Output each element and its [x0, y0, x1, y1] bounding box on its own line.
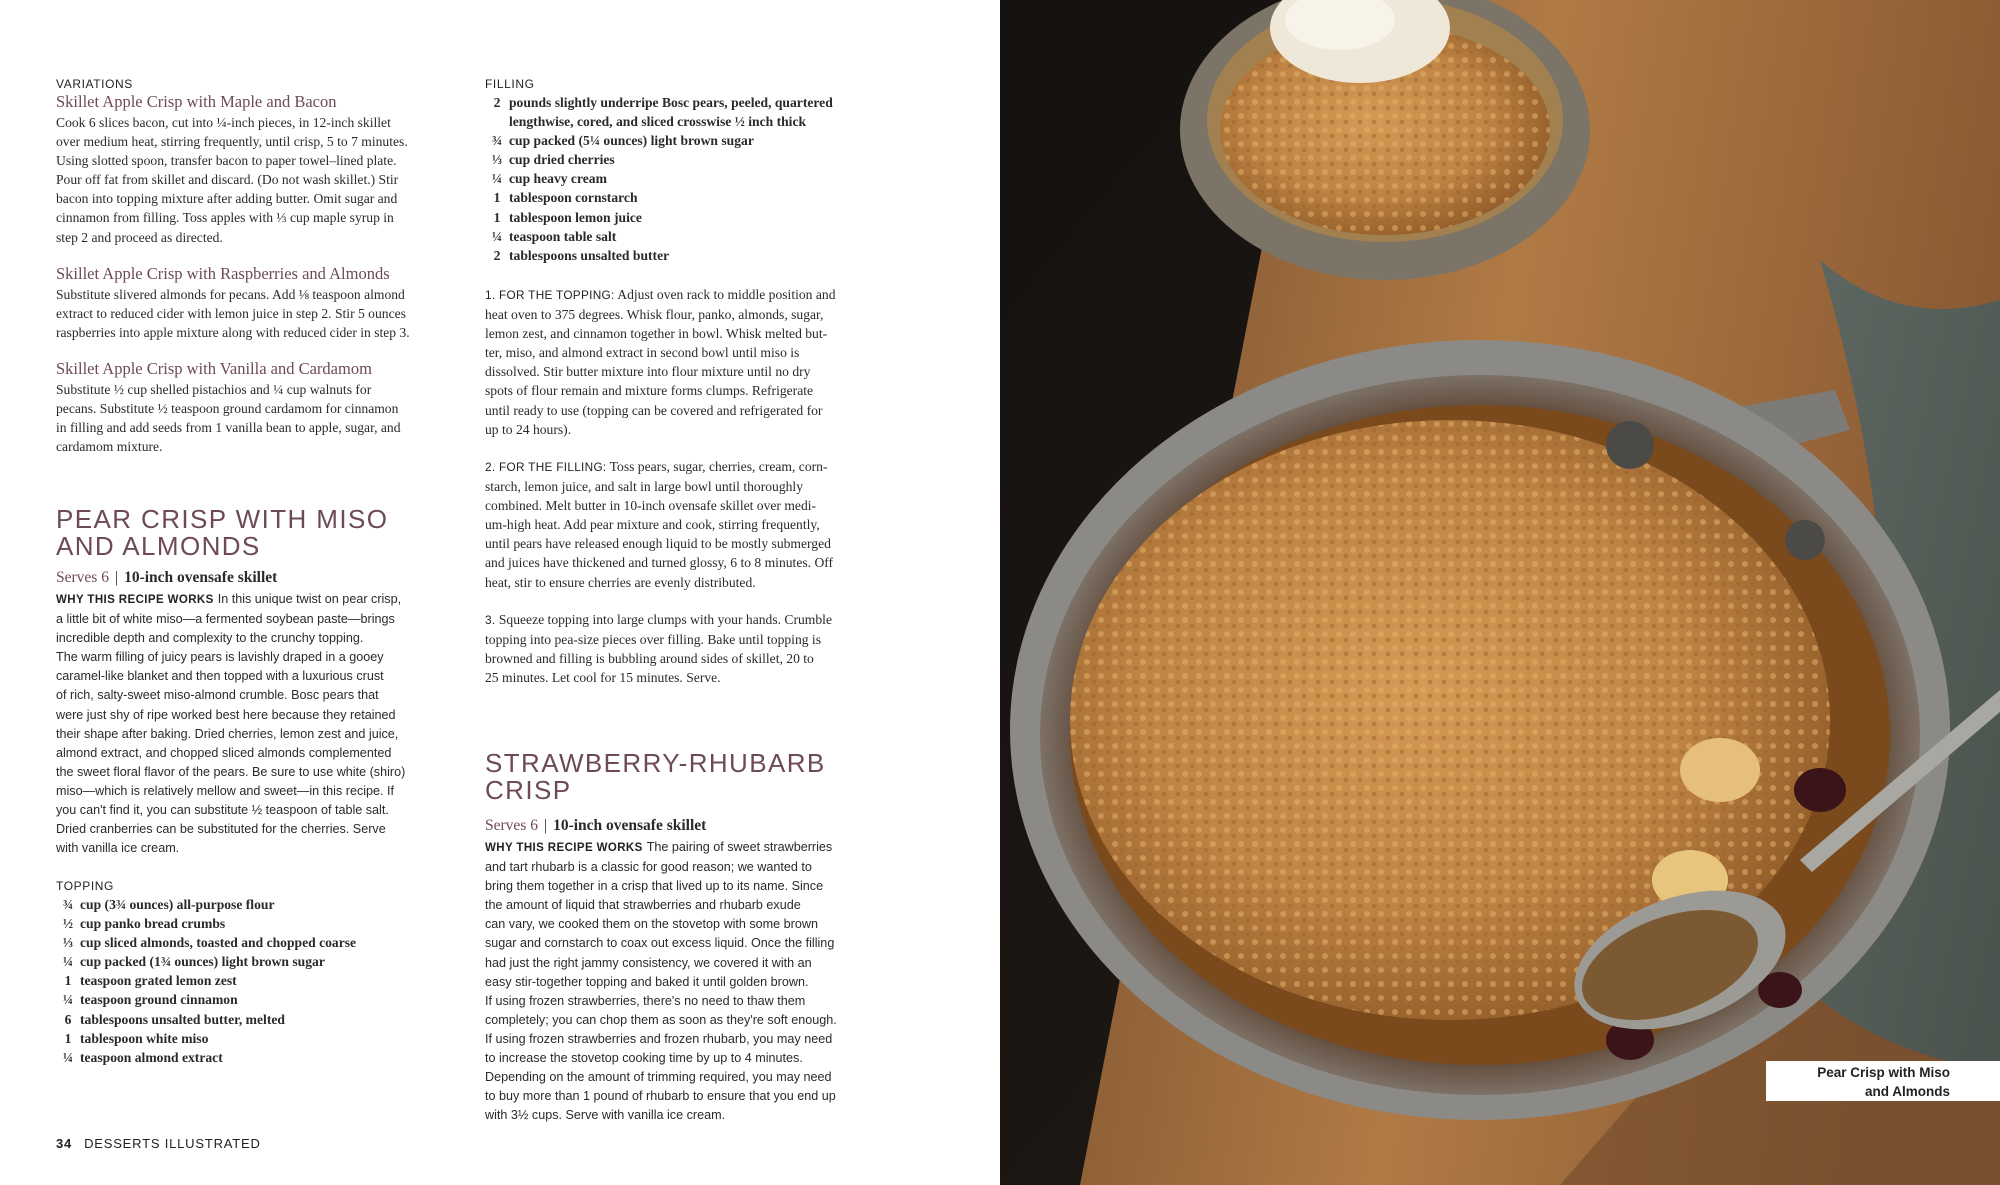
variation-title: Skillet Apple Crisp with Maple and Bacon [56, 92, 337, 111]
text-line: If using frozen strawberries, there's no need to thaw them [485, 993, 806, 1008]
why-this-recipe-works [485, 838, 837, 1125]
ingredient-text: tablespoon cornstarch [509, 190, 638, 206]
text-line: 25 minutes. Let cool for 15 minutes. Serve. [485, 670, 721, 686]
ingredient [485, 169, 885, 188]
ingredient [56, 952, 456, 971]
ingredient [485, 208, 885, 227]
step-label: 1. FOR THE TOPPING: [485, 288, 615, 302]
title-line: STRAWBERRY-RHUBARB [485, 748, 826, 778]
photo-caption [1766, 1061, 2000, 1101]
text-line: were just shy of ripe worked best here because they retained [56, 707, 396, 722]
text-line: The warm filling of juicy pears is lavishly draped in a gooey [56, 650, 384, 665]
topping-heading: TOPPING [56, 879, 114, 893]
rivet [1785, 520, 1825, 560]
ingredient-text: cup packed (5¼ ounces) light brown sugar [509, 133, 754, 149]
text-line: in filling and add seeds from 1 vanilla bean to apple, sugar, and [56, 420, 401, 436]
ingredient-text: cup panko bread crumbs [80, 916, 226, 932]
ingredient-text: tablespoons unsalted butter, melted [80, 1011, 285, 1027]
ingredient-quantity: ¼ [491, 171, 503, 187]
ingredient [56, 1029, 456, 1048]
equipment: 10-inch ovensafe skillet [553, 817, 707, 834]
text-line: the sweet floral flavor of the pears. Be sure to use white (shiro) [56, 764, 406, 779]
text-line: raspberries into apple mixture along with reduced cider in step 3. [56, 325, 410, 341]
ingredient-quantity: ¼ [62, 954, 74, 970]
ingredient-quantity: ¼ [491, 228, 503, 244]
why-this-recipe-works [56, 590, 405, 858]
text-line: Using slotted spoon, transfer bacon to paper towel–lined plate. [56, 153, 397, 169]
ingredient [485, 150, 885, 169]
filling-heading: FILLING [485, 77, 535, 91]
text-line: starch, lemon juice, and salt in large bowl until thoroughly [485, 479, 804, 495]
text-line: The pairing of sweet strawberries [646, 840, 833, 854]
text-line: a little bit of white miso—a fermented soybean paste—brings [56, 612, 395, 627]
step-label: 3. [485, 613, 496, 627]
text-line: can vary, we cooked them on the stovetop with some brown [485, 917, 818, 932]
text-line: caramel-like blanket and then topped with a luxurious crust [56, 669, 384, 684]
book-title: DESSERTS ILLUSTRATED [84, 1136, 261, 1151]
ingredient [56, 1048, 456, 1067]
text-line: Cook 6 slices bacon, cut into ¼-inch pieces, in 12-inch skillet [56, 115, 391, 130]
text-line: bring them together in a crisp that lived up to its name. Since [485, 879, 824, 894]
text-line: sugar and cornstarch to coax out excess liquid. Once the filling [485, 936, 835, 951]
ingredient [56, 914, 456, 933]
caption-line: and Almonds [1864, 1084, 1950, 1099]
why-label: WHY THIS RECIPE WORKS [56, 594, 214, 606]
topping-ingredient-list [56, 895, 456, 1067]
page-number: 34 [56, 1136, 73, 1151]
text-line: Substitute ½ cup shelled pistachios and ¼ cup walnuts for [56, 382, 372, 397]
text-line: to increase the stovetop cooking time by up to 4 minutes. [485, 1051, 803, 1066]
ingredient-text: cup dried cherries [509, 152, 615, 168]
why-label: WHY THIS RECIPE WORKS [485, 842, 643, 854]
text-line: Toss pears, sugar, cherries, cream, corn- [609, 459, 828, 474]
text-line: lemon zest, and cinnamon together in bowl. Whisk melted but- [485, 326, 828, 342]
title-line: CRISP [485, 775, 572, 805]
text-line: In this unique twist on pear crisp, [217, 592, 402, 606]
variation-body [56, 113, 408, 247]
ingredient-quantity: 6 [64, 1011, 72, 1027]
ingredient-quantity: ⅓ [62, 935, 74, 951]
pear-crisp-photo [1000, 0, 2000, 1185]
text-line: cinnamon from filling. Toss apples with ⅓ cup maple syrup in [56, 210, 394, 226]
equipment: 10-inch ovensafe skillet [124, 569, 278, 586]
title-line: PEAR CRISP WITH MISO [56, 504, 389, 534]
variation-body [56, 285, 410, 342]
variation-title: Skillet Apple Crisp with Raspberries and Almonds [56, 264, 390, 283]
ingredient-text: cup packed (1¾ ounces) light brown sugar [80, 954, 325, 970]
step-2 [485, 457, 833, 592]
text-line: heat, stir to ensure cherries are evenly distributed. [485, 574, 756, 590]
step-3 [485, 610, 832, 687]
ingredient [56, 990, 456, 1009]
text-line: Pour off fat from skillet and discard. (Do not wash skillet.) Stir [56, 172, 399, 188]
text-line: until pears have released enough liquid to be mostly submerged [485, 536, 831, 552]
ingredient [485, 188, 885, 207]
text-line: you can't find it, you can substitute ½ teaspoon of table salt. [56, 803, 389, 818]
text-line: and juices have thickened and turned glossy, 6 to 8 minutes. Off [485, 555, 834, 571]
text-line: topping into pea-size pieces over filling. Bake until topping is [485, 632, 822, 648]
ingredient-quantity: 2 [493, 95, 501, 110]
ingredient-text: cup (3¾ ounces) all-purpose flour [80, 897, 275, 912]
ingredient-quantity: ¾ [62, 897, 74, 912]
text-line: over medium heat, stirring frequently, until crisp, 5 to 7 minutes. [56, 134, 408, 150]
serves-count: Serves 6 [56, 569, 109, 586]
text-line: browned and filling is bubbling around sides of skillet, 20 to [485, 651, 814, 667]
ingredient [56, 1010, 456, 1029]
text-line: ter, miso, and almond extract in second bowl until miso is [485, 345, 800, 361]
divider: | [114, 569, 119, 586]
text-line: spots of flour remain and mixture forms clumps. Refrigerate [485, 383, 814, 399]
ingredient-text: tablespoons unsalted butter [509, 247, 670, 263]
ingredient-quantity: ¾ [491, 133, 503, 149]
ingredient-quantity: 1 [64, 973, 72, 989]
text-line: up to 24 hours). [485, 421, 572, 437]
ingredient-text: cup sliced almonds, toasted and chopped coarse [80, 935, 357, 951]
ingredient-text: tablespoon lemon juice [509, 209, 642, 225]
ingredient [56, 971, 456, 990]
text-line: the amount of liquid that strawberries and rhubarb exude [485, 898, 801, 913]
text-line: of rich, salty-sweet miso-almond crumble. Bosc pears that [56, 688, 379, 703]
caption-line: Pear Crisp with Miso [1817, 1065, 1950, 1080]
text-line: and tart rhubarb is a classic for good reason; we wanted to [485, 860, 812, 875]
ingredient-quantity: 2 [493, 247, 501, 263]
ingredient-text: teaspoon almond extract [80, 1049, 223, 1065]
text-line: incredible depth and complexity to the crunchy topping. [56, 631, 364, 646]
recipe-title [56, 506, 388, 560]
text-line: um-high heat. Add pear mixture and cook, stirring frequently, [485, 517, 820, 533]
serves-line [56, 569, 277, 587]
ingredient-quantity: ¼ [62, 1049, 74, 1065]
ingredient-text: tablespoon white miso [80, 1030, 209, 1046]
text-line: to buy more than 1 pound of rhubarb to ensure that you end up [485, 1089, 836, 1104]
ingredient [56, 933, 456, 952]
text-line: Depending on the amount of trimming required, you may need [485, 1070, 832, 1085]
text-line: miso—which is relatively mellow and sweet—in this recipe. If [56, 783, 395, 798]
ingredient-text: cup heavy cream [509, 171, 607, 187]
text-line: with vanilla ice cream. [56, 841, 180, 856]
ingredient-text: pounds slightly underripe Bosc pears, peeled, quartered lengthwise, cored, and sliced crosswise ½ inch thick [509, 95, 833, 130]
text-line: with 3½ cups. Serve with vanilla ice cream. [485, 1108, 726, 1123]
text-line: Squeeze topping into large clumps with your hands. Crumble [498, 612, 832, 627]
recipe-title [485, 750, 826, 804]
text-line: easy stir-together topping and baked it until golden brown. [485, 974, 809, 989]
page-footer [56, 1136, 261, 1151]
text-line: until ready to use (topping can be covered and refrigerated for [485, 402, 823, 418]
text-line: Dried cranberries can be substituted for the cherries. Serve [56, 822, 386, 837]
ingredient [485, 93, 885, 131]
text-line: combined. Melt butter in 10-inch ovensafe skillet over medi- [485, 498, 817, 514]
title-line: AND ALMONDS [56, 531, 261, 561]
text-line: almond extract, and chopped sliced almonds complemented [56, 745, 392, 760]
ingredient-text: teaspoon ground cinnamon [80, 992, 238, 1008]
text-line: had just the right jammy consistency, we covered it with an [485, 955, 812, 970]
variation-body [56, 380, 401, 456]
text-line: dissolved. Stir butter mixture into flour mixture until no dry [485, 364, 811, 380]
ingredient-quantity: ½ [62, 916, 74, 932]
ingredient-text: teaspoon grated lemon zest [80, 973, 237, 989]
variations-heading: VARIATIONS [56, 77, 133, 91]
ingredient-quantity: 1 [493, 190, 501, 206]
divider: | [543, 817, 548, 834]
text-line: heat oven to 375 degrees. Whisk flour, panko, almonds, sugar, [485, 307, 824, 323]
variation-title: Skillet Apple Crisp with Vanilla and Cardamom [56, 359, 372, 378]
ingredient [56, 895, 456, 914]
recipe-photo [1000, 0, 2000, 1185]
text-line: pecans. Substitute ½ teaspoon ground cardamom for cinnamon [56, 401, 399, 417]
ingredient-quantity: ¼ [62, 992, 74, 1008]
step-label: 2. FOR THE FILLING: [485, 460, 607, 474]
text-line: Adjust oven rack to middle position and [617, 287, 836, 302]
text-line: cardamom mixture. [56, 439, 163, 455]
text-line: their shape after baking. Dried cherries, lemon zest and juice, [56, 726, 399, 741]
pear-slice [1680, 738, 1760, 802]
serves-count: Serves 6 [485, 817, 538, 834]
cherry [1794, 768, 1846, 812]
text-line: extract to reduced cider with lemon juice in step 2. Stir 5 ounces [56, 306, 406, 322]
filling-ingredient-list [485, 93, 885, 265]
text-line: bacon into topping mixture after adding butter. Omit sugar and [56, 191, 398, 207]
ingredient-text: teaspoon table salt [509, 228, 617, 244]
text-line: Substitute slivered almonds for pecans. Add ⅛ teaspoon almond [56, 287, 405, 302]
ingredient-quantity: 1 [64, 1030, 72, 1046]
ingredient [485, 131, 885, 150]
ingredient [485, 227, 885, 246]
text-line: step 2 and proceed as directed. [56, 229, 223, 245]
text-line: completely; you can chop them as soon as they're soft enough. [485, 1012, 837, 1027]
ingredient [485, 246, 885, 265]
rivet [1606, 421, 1654, 469]
ingredient-quantity: ⅓ [491, 152, 503, 168]
serves-line [485, 817, 706, 835]
text-line: If using frozen strawberries and frozen rhubarb, you may need [485, 1031, 833, 1046]
step-1 [485, 285, 836, 439]
ingredient-quantity: 1 [493, 209, 501, 225]
